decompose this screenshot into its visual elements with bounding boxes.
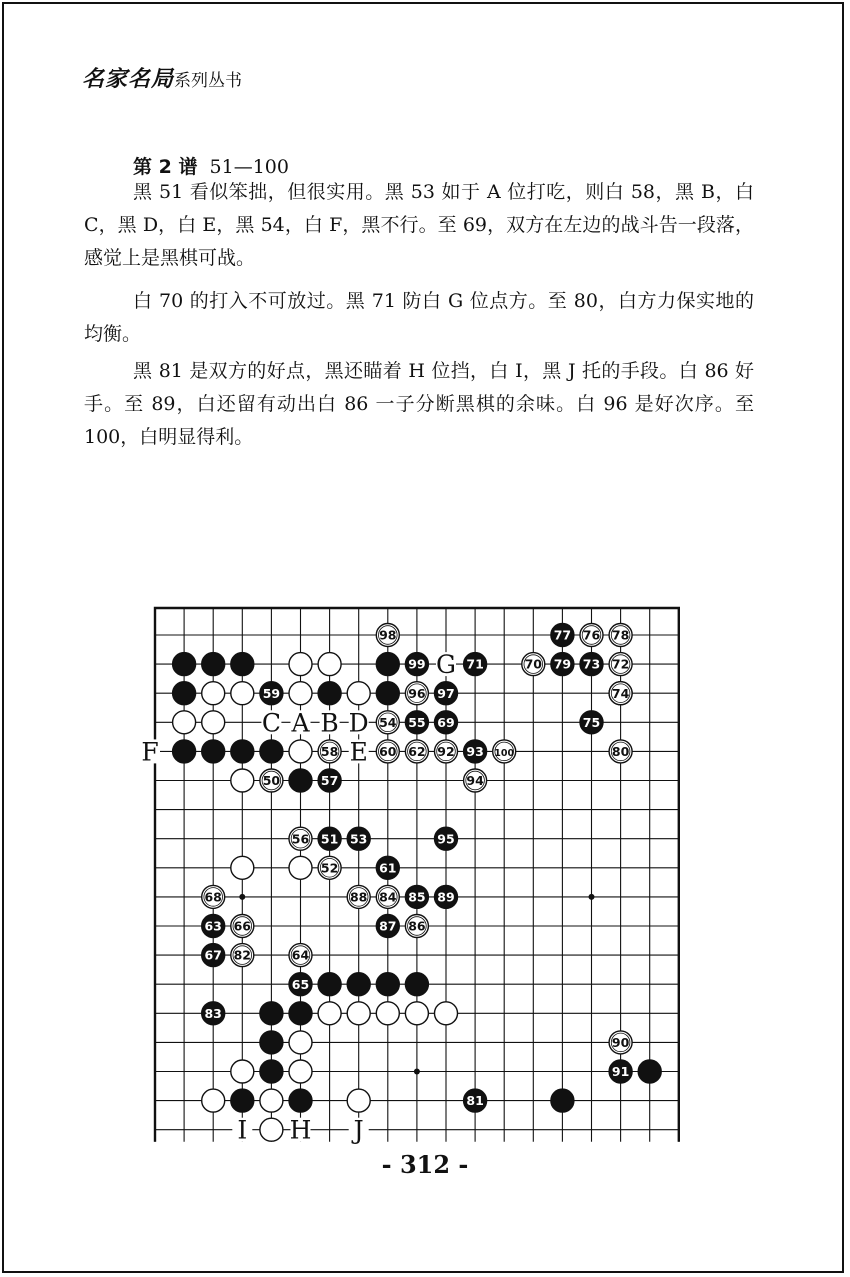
- svg-text:I: I: [237, 1115, 248, 1145]
- move-stone-91: [609, 1060, 632, 1083]
- svg-text:71: 71: [466, 656, 484, 672]
- white-stone: [289, 1031, 312, 1054]
- move-stone-65: [289, 973, 312, 996]
- black-stone: [260, 1031, 283, 1054]
- svg-text:75: 75: [582, 714, 601, 730]
- move-stone-50: [260, 769, 283, 792]
- move-stone-69: [435, 711, 458, 734]
- black-stone: [376, 973, 399, 996]
- white-stone: [435, 1002, 458, 1025]
- black-stone: [231, 740, 254, 763]
- move-stone-92: [435, 740, 458, 763]
- svg-text:83: 83: [204, 1005, 222, 1021]
- svg-text:100: 100: [494, 748, 515, 759]
- svg-text:84: 84: [379, 889, 397, 905]
- move-stone-61: [376, 856, 399, 879]
- page-number: - 312 -: [381, 1150, 469, 1179]
- move-stone-66: [231, 915, 254, 938]
- svg-text:85: 85: [408, 889, 426, 905]
- white-stone: [347, 1002, 370, 1025]
- svg-text:80: 80: [611, 744, 630, 759]
- hoshi-point: [239, 894, 245, 900]
- svg-text:87: 87: [379, 918, 397, 934]
- svg-text:70: 70: [524, 656, 543, 672]
- svg-text:92: 92: [437, 744, 455, 759]
- black-stone: [173, 682, 196, 705]
- series-header: [82, 62, 242, 93]
- svg-text:58: 58: [320, 744, 339, 759]
- go-board-svg: [141, 605, 685, 1145]
- white-stone: [202, 1089, 225, 1112]
- board-marker-I: [232, 1116, 252, 1145]
- svg-text:J: J: [353, 1115, 364, 1145]
- black-stone: [376, 653, 399, 676]
- white-stone: [405, 1002, 428, 1025]
- black-stone: [289, 769, 312, 792]
- black-stone: [405, 973, 428, 996]
- move-stone-76: [580, 624, 603, 647]
- svg-text:99: 99: [408, 656, 426, 672]
- white-stone: [173, 711, 196, 734]
- move-stone-89: [435, 885, 458, 908]
- svg-text:64: 64: [291, 947, 310, 963]
- svg-text:67: 67: [204, 947, 222, 963]
- black-stone: [376, 682, 399, 705]
- white-stone: [231, 682, 254, 705]
- svg-text:61: 61: [379, 860, 397, 876]
- svg-text:69: 69: [437, 714, 455, 730]
- svg-text:B: B: [320, 708, 339, 738]
- black-stone: [173, 740, 196, 763]
- black-stone: [202, 740, 225, 763]
- move-stone-90: [609, 1031, 632, 1054]
- move-stone-93: [464, 740, 487, 763]
- black-stone: [318, 682, 341, 705]
- svg-text:57: 57: [320, 773, 339, 789]
- black-stone: [260, 1002, 283, 1025]
- white-stone: [289, 653, 312, 676]
- svg-text:73: 73: [582, 656, 601, 672]
- svg-text:68: 68: [204, 889, 222, 905]
- board-marker-B: [320, 708, 340, 737]
- move-stone-87: [376, 915, 399, 938]
- svg-text:78: 78: [611, 627, 630, 643]
- move-stone-63: [202, 915, 225, 938]
- svg-text:86: 86: [408, 918, 426, 934]
- svg-text:74: 74: [611, 685, 630, 701]
- chapter-title: [133, 152, 289, 179]
- move-stone-67: [202, 944, 225, 967]
- svg-text:89: 89: [437, 889, 455, 905]
- chapter-label: 第 2 谱: [133, 156, 198, 178]
- move-stone-79: [551, 653, 574, 676]
- svg-text:A: A: [291, 708, 310, 738]
- move-stone-64: [289, 944, 312, 967]
- move-stone-95: [435, 827, 458, 850]
- white-stone: [231, 856, 254, 879]
- black-stone: [260, 1060, 283, 1083]
- move-stone-84: [376, 885, 399, 908]
- move-stone-74: [609, 682, 632, 705]
- svg-text:C: C: [261, 708, 281, 738]
- move-stone-78: [609, 624, 632, 647]
- svg-text:91: 91: [611, 1064, 630, 1080]
- svg-text:95: 95: [437, 831, 455, 847]
- board-marker-C: [261, 708, 281, 737]
- move-stone-54: [376, 711, 399, 734]
- svg-text:H: H: [289, 1115, 312, 1145]
- svg-text:76: 76: [582, 627, 601, 643]
- move-stone-77: [551, 624, 574, 647]
- svg-text:59: 59: [262, 685, 281, 701]
- svg-text:52: 52: [320, 860, 339, 876]
- board-marker-G: [436, 650, 456, 679]
- board-marker-D: [349, 708, 369, 737]
- move-stone-53: [347, 827, 370, 850]
- board-marker-A: [290, 708, 310, 737]
- white-stone: [289, 740, 312, 763]
- svg-text:77: 77: [553, 627, 572, 643]
- move-stone-73: [580, 653, 603, 676]
- move-stone-56: [289, 827, 312, 850]
- white-stone: [289, 856, 312, 879]
- move-stone-71: [464, 653, 487, 676]
- move-stone-59: [260, 682, 283, 705]
- move-stone-98: [376, 624, 399, 647]
- white-stone: [202, 682, 225, 705]
- move-stone-72: [609, 653, 632, 676]
- white-stone: [347, 1089, 370, 1112]
- svg-text:62: 62: [408, 744, 426, 759]
- white-stone: [347, 682, 370, 705]
- move-stone-58: [318, 740, 341, 763]
- svg-text:72: 72: [611, 656, 630, 672]
- svg-text:51: 51: [320, 831, 339, 847]
- black-stone: [173, 653, 196, 676]
- black-stone: [260, 740, 283, 763]
- white-stone: [260, 1089, 283, 1112]
- move-stone-80: [609, 740, 632, 763]
- move-stone-68: [202, 885, 225, 908]
- white-stone: [376, 1002, 399, 1025]
- white-stone: [231, 769, 254, 792]
- svg-text:79: 79: [553, 656, 572, 672]
- black-stone: [289, 1089, 312, 1112]
- paragraph-2: 白 70 的打入不可放过。黑 71 防白 G 位点方。至 80，白方力保实地的均衡。: [84, 290, 754, 345]
- black-stone: [202, 653, 225, 676]
- move-stone-86: [405, 915, 428, 938]
- series-suffix: 系列丛书: [174, 71, 243, 91]
- black-stone: [347, 973, 370, 996]
- svg-text:90: 90: [611, 1035, 630, 1050]
- board-marker-F: F: [141, 737, 159, 767]
- svg-text:50: 50: [262, 773, 281, 789]
- move-stone-75: [580, 711, 603, 734]
- move-stone-100: [493, 740, 516, 763]
- move-stone-83: [202, 1002, 225, 1025]
- black-stone: [289, 1002, 312, 1025]
- black-stone: [551, 1089, 574, 1112]
- svg-text:G: G: [436, 650, 456, 680]
- move-stone-70: [522, 653, 545, 676]
- move-stone-99: [405, 653, 428, 676]
- series-brand: 名家名局: [82, 67, 175, 92]
- hoshi-point: [414, 1069, 420, 1075]
- move-stone-96: [405, 682, 428, 705]
- move-stone-57: [318, 769, 341, 792]
- white-stone: [260, 1118, 283, 1141]
- move-stone-81: [464, 1089, 487, 1112]
- white-stone: [289, 682, 312, 705]
- move-stone-60: [376, 740, 399, 763]
- svg-text:D: D: [348, 708, 369, 738]
- svg-text:98: 98: [379, 627, 397, 643]
- svg-text:66: 66: [233, 918, 252, 934]
- board-marker-E: [349, 737, 369, 766]
- black-stone: [318, 973, 341, 996]
- move-stone-94: [464, 769, 487, 792]
- white-stone: [318, 653, 341, 676]
- white-stone: [318, 1002, 341, 1025]
- move-stone-51: [318, 827, 341, 850]
- svg-text:54: 54: [379, 714, 397, 730]
- white-stone: [289, 1060, 312, 1083]
- svg-text:56: 56: [291, 831, 310, 847]
- move-stone-85: [405, 885, 428, 908]
- go-board-diagram: [141, 605, 685, 1145]
- white-stone: [202, 711, 225, 734]
- board-marker-J: [349, 1116, 369, 1145]
- svg-text:55: 55: [408, 714, 426, 730]
- chapter-range: 51—100: [209, 156, 289, 178]
- hoshi-point: [589, 894, 595, 900]
- svg-text:96: 96: [408, 685, 426, 701]
- svg-text:60: 60: [379, 744, 397, 759]
- svg-text:82: 82: [233, 947, 252, 963]
- white-stone: [231, 1060, 254, 1083]
- move-stone-97: [435, 682, 458, 705]
- svg-text:97: 97: [437, 685, 455, 701]
- move-stone-52: [318, 856, 341, 879]
- svg-text:65: 65: [291, 976, 310, 992]
- svg-text:E: E: [349, 737, 368, 767]
- paragraph-1: 黑 51 看似笨拙，但很实用。黑 53 如于 A 位打吃，则白 58，黑 B，白 C，黑 D，白 E，黑 54，白 F，黑不行。至 69，双方在左边的战斗告一段落，感觉上是黑棋可战。: [84, 181, 754, 269]
- svg-text:81: 81: [466, 1093, 484, 1109]
- board-marker-H: [290, 1116, 312, 1145]
- black-stone: [638, 1060, 661, 1083]
- move-stone-55: [405, 711, 428, 734]
- move-stone-82: [231, 944, 254, 967]
- paragraph-3: 黑 81 是双方的好点，黑还瞄着 H 位挡，白 I，黑 J 托的手段。白 86 好手。至 89，白还留有动出白 86 一子分断黑棋的余味。白 96 是好次序。至 100，白明显得利。: [84, 360, 754, 448]
- svg-text:93: 93: [466, 744, 484, 759]
- move-stone-88: [347, 885, 370, 908]
- svg-text:63: 63: [204, 918, 222, 934]
- move-stone-62: [405, 740, 428, 763]
- svg-text:88: 88: [349, 889, 368, 905]
- svg-text:53: 53: [349, 831, 368, 847]
- black-stone: [231, 1089, 254, 1112]
- black-stone: [231, 653, 254, 676]
- svg-text:94: 94: [466, 773, 484, 789]
